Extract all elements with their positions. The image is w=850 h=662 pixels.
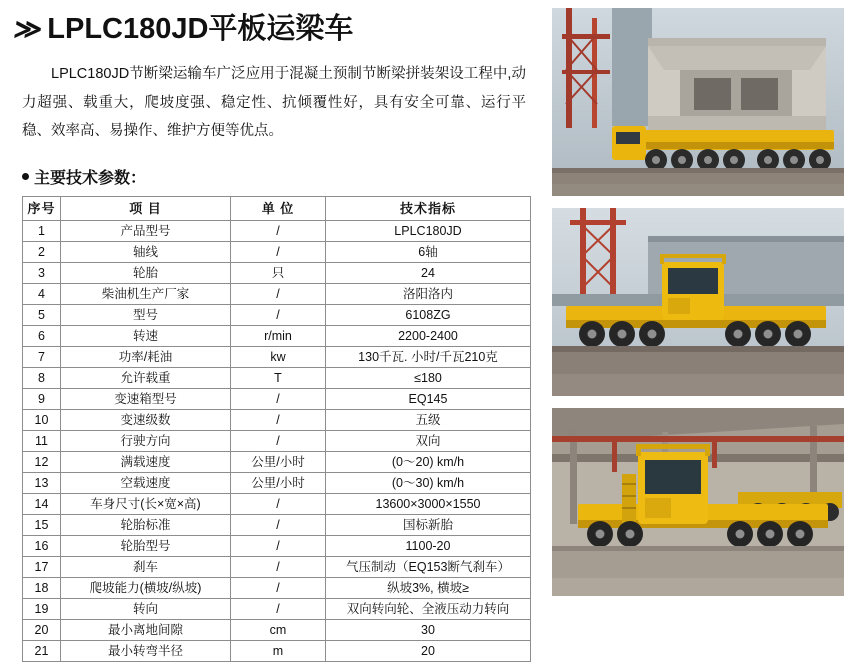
cell-item: 最小离地间隙	[61, 620, 231, 641]
table-row	[23, 368, 531, 389]
table-row	[23, 431, 531, 452]
cell-no: 12	[23, 452, 61, 473]
cell-no: 20	[23, 620, 61, 641]
cell-value: LPLC180JD	[326, 221, 531, 242]
cell-no: 19	[23, 599, 61, 620]
table-row	[23, 263, 531, 284]
cell-unit: /	[231, 431, 326, 452]
cell-unit: /	[231, 221, 326, 242]
cell-unit: /	[231, 284, 326, 305]
page-title	[11, 13, 548, 45]
cell-unit: /	[231, 242, 326, 263]
cell-value: 130千瓦. 小时/千瓦210克	[326, 347, 531, 368]
cell-item: 柴油机生产厂家	[61, 284, 231, 305]
title-text: LPLC180JD平板运梁车	[47, 13, 354, 45]
cell-no: 1	[23, 221, 61, 242]
cell-item: 轴线	[61, 242, 231, 263]
table-row	[23, 641, 531, 662]
table-row	[23, 305, 531, 326]
cell-value: 6轴	[326, 242, 531, 263]
cell-no: 6	[23, 326, 61, 347]
table-row	[23, 452, 531, 473]
cell-item: 功率/耗油	[61, 347, 231, 368]
cell-no: 15	[23, 515, 61, 536]
cell-unit: 只	[231, 263, 326, 284]
table-header-cell: 项 目	[61, 197, 231, 221]
table-row	[23, 326, 531, 347]
cell-no: 2	[23, 242, 61, 263]
cell-value: 30	[326, 620, 531, 641]
cell-item: 最小转弯半径	[61, 641, 231, 662]
cell-value: 6108ZG	[326, 305, 531, 326]
cell-no: 13	[23, 473, 61, 494]
cell-item: 空载速度	[61, 473, 231, 494]
cell-unit: r/min	[231, 326, 326, 347]
cell-value: 双向转向轮、全液压动力转向	[326, 599, 531, 620]
cell-item: 变速箱型号	[61, 389, 231, 410]
table-row	[23, 410, 531, 431]
cell-item: 车身尺寸(长×宽×高)	[61, 494, 231, 515]
cell-value: 2200-2400	[326, 326, 531, 347]
cell-no: 4	[23, 284, 61, 305]
cell-item: 型号	[61, 305, 231, 326]
photo-carrier-in-workshop	[552, 408, 844, 596]
cell-item: 产品型号	[61, 221, 231, 242]
cell-no: 14	[23, 494, 61, 515]
table-body	[23, 221, 531, 662]
cell-unit: /	[231, 557, 326, 578]
cell-value: 双向	[326, 431, 531, 452]
cell-unit: /	[231, 305, 326, 326]
intro-paragraph: LPLC180JD节断梁运输车广泛应用于混凝土预制节断梁拼装架设工程中,动力超强、载重大，爬坡度强、稳定性、抗倾覆性好，具有安全可靠、运行平稳、效率高、易操作、维护方便等优点。	[22, 66, 526, 139]
cell-item: 转向	[61, 599, 231, 620]
cell-item: 刹车	[61, 557, 231, 578]
cell-unit: /	[231, 536, 326, 557]
bullet-icon	[22, 173, 29, 180]
table-row	[23, 473, 531, 494]
cell-no: 3	[23, 263, 61, 284]
cell-value: 13600×3000×1550	[326, 494, 531, 515]
cell-no: 21	[23, 641, 61, 662]
section-heading	[22, 165, 548, 188]
cell-value: 20	[326, 641, 531, 662]
cell-unit: /	[231, 494, 326, 515]
table-row	[23, 536, 531, 557]
cell-item: 变速级数	[61, 410, 231, 431]
spec-table	[22, 196, 531, 662]
cell-unit: T	[231, 368, 326, 389]
cell-item: 转速	[61, 326, 231, 347]
cell-unit: /	[231, 515, 326, 536]
table-row	[23, 284, 531, 305]
cell-no: 16	[23, 536, 61, 557]
cell-item: 轮胎型号	[61, 536, 231, 557]
table-header-cell: 单 位	[231, 197, 326, 221]
cell-item: 行驶方向	[61, 431, 231, 452]
chevron-double-right-icon: ≫	[11, 13, 42, 44]
cell-no: 17	[23, 557, 61, 578]
table-row	[23, 620, 531, 641]
cell-unit: /	[231, 389, 326, 410]
table-header-row	[23, 197, 531, 221]
cell-item: 满载速度	[61, 452, 231, 473]
cell-value: EQ145	[326, 389, 531, 410]
table-row	[23, 557, 531, 578]
cell-item: 爬坡能力(横坡/纵坡)	[61, 578, 231, 599]
cell-value: 国标新胎	[326, 515, 531, 536]
table-row	[23, 347, 531, 368]
table-row	[23, 221, 531, 242]
cell-unit: /	[231, 599, 326, 620]
cell-no: 5	[23, 305, 61, 326]
cell-no: 18	[23, 578, 61, 599]
section-heading-label: 主要技术参数：	[34, 170, 147, 188]
cell-item: 轮胎	[61, 263, 231, 284]
cell-no: 7	[23, 347, 61, 368]
cell-value: 气压制动（EQ153断气刹车）	[326, 557, 531, 578]
table-header-cell: 技术指标	[326, 197, 531, 221]
table-row	[23, 515, 531, 536]
cell-no: 11	[23, 431, 61, 452]
cell-value: 纵坡3%, 横坡≥	[326, 578, 531, 599]
cell-unit: cm	[231, 620, 326, 641]
cell-unit: /	[231, 410, 326, 431]
cell-value: ≤180	[326, 368, 531, 389]
cell-value: 1100-20	[326, 536, 531, 557]
cell-unit: /	[231, 578, 326, 599]
cell-unit: 公里/小时	[231, 473, 326, 494]
cell-value: 洛阳洛内	[326, 284, 531, 305]
cell-item: 轮胎标准	[61, 515, 231, 536]
photo-beam-carrier-loaded	[552, 8, 844, 196]
table-row	[23, 599, 531, 620]
cell-item: 允许载重	[61, 368, 231, 389]
cell-value: 24	[326, 263, 531, 284]
cell-no: 10	[23, 410, 61, 431]
cell-no: 9	[23, 389, 61, 410]
cell-value: 五级	[326, 410, 531, 431]
cell-unit: kw	[231, 347, 326, 368]
cell-unit: m	[231, 641, 326, 662]
table-row	[23, 242, 531, 263]
photo-column	[552, 8, 844, 608]
table-row	[23, 389, 531, 410]
cell-value: (0～30) km/h	[326, 473, 531, 494]
photo-carrier-side-view	[552, 208, 844, 396]
cell-unit: 公里/小时	[231, 452, 326, 473]
table-row	[23, 494, 531, 515]
table-row	[23, 578, 531, 599]
cell-value: (0～20) km/h	[326, 452, 531, 473]
cell-no: 8	[23, 368, 61, 389]
table-header-cell: 序号	[23, 197, 61, 221]
